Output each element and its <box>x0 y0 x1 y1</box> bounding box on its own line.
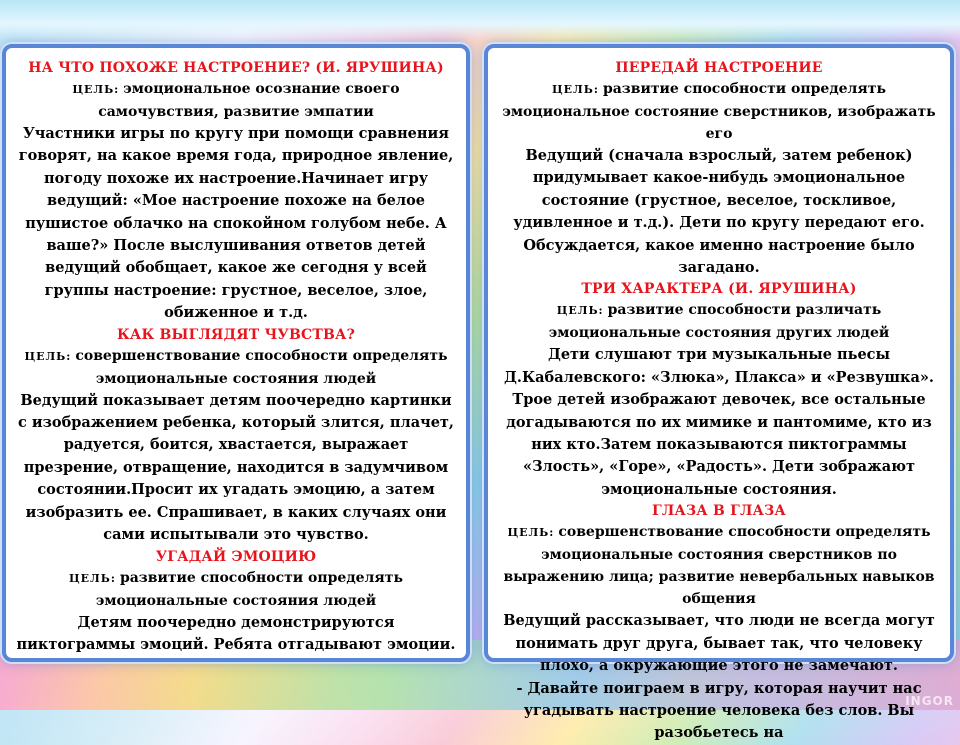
game-title: НА ЧТО ПОХОЖЕ НАСТРОЕНИЕ? (И. ЯРУШИНА) <box>28 60 444 76</box>
game-description: Участники игры по кругу при помощи сравнения говорят, на какое время года, природное явление, погоду похоже их настроение.Начинает игру ведущий: «Мое настроение похоже на белое пушистое облачко на спокойном голубом небе. А ваше?» После выслушивания ответов детей ведущий обобщает, какое же сегодня у всей группы настроение: грустное, веселое, злое, обиженное и т.д. <box>18 125 454 322</box>
game-title: ГЛАЗА В ГЛАЗА <box>651 503 787 520</box>
game-goal <box>498 521 940 610</box>
game-title: ТРИ ХАРАКТЕРА (И. ЯРУШИНА) <box>581 281 857 298</box>
goal-label: ЦЕЛЬ: <box>507 526 555 540</box>
goal-label: ЦЕЛЬ: <box>556 304 604 318</box>
goal-text: развитие способности определять эмоциональные состояния людей <box>95 569 403 609</box>
goal-label: ЦЕЛЬ: <box>552 83 599 96</box>
game-description: Детям поочередно демонстрируются пиктограммы эмоций. Ребята отгадывают эмоции. <box>16 613 456 653</box>
game-title: УГАДАЙ ЭМОЦИЮ <box>155 548 317 565</box>
game-goal <box>498 299 940 344</box>
top-background-stripes <box>0 0 960 40</box>
game-description: Ведущий рассказывает, что люди не всегда могут понимать друг друга, бывает так, что человеку плохо, а окружающие этого не замечают. <box>503 612 935 675</box>
goal-text: совершенствование способности определять эмоциональные состояния людей <box>75 347 448 387</box>
goal-text: эмоциональное осознание своего самочувствия, развитие эмпатии <box>98 81 400 120</box>
game-goal <box>16 345 456 390</box>
game-goal <box>16 78 456 123</box>
goal-text: развитие способности различать эмоциональные состояния других людей <box>548 302 890 342</box>
game-description: Ведущий показывает детям поочередно картинки с изображением ребенка, который злится, плачет, радуется, боится, хвастается, выражает презрение, отвращение, находится в задумчивом состоянии.Просит их угадать эмоцию, а затем изобразить ее. Спрашивает, в каких случаях они сами испытывали это чувство. <box>18 391 454 544</box>
game-title: КАК ВЫГЛЯДЯТ ЧУВСТВА? <box>116 326 356 343</box>
watermark: INGOR <box>905 694 954 708</box>
game-description: Ведущий (сначала взрослый, затем ребенок) придумывает какое-нибудь эмоциональное состояние (грустное, веселое, тоскливое, удивленное и т.д.). Дети по кругу передают его. Обсуждается, какое именно настроение было загадано. <box>513 147 925 277</box>
game-goal <box>498 78 940 145</box>
left-games-card <box>2 44 470 662</box>
goal-label: ЦЕЛЬ: <box>69 571 116 585</box>
goal-text: развитие способности определять эмоциональное состояние сверстников, изображать его <box>502 81 936 142</box>
game-goal <box>16 567 456 612</box>
game-description: Дети слушают три музыкальные пьесы Д.Кабалевского: «Злюка», Плакса» и «Резвушка». Трое детей изображают девочек, все остальные догадываются по их мимике и пантомиме, кто из них кто.Затем показываются пиктограммы «Злость», «Горе», «Радость». Дети зображают эмоциональные состояния. <box>504 346 934 498</box>
goal-text: совершенствование способности определять эмоциональные состояния сверстников по выражению лица; развитие невербальных навыков общения <box>503 524 935 608</box>
game-title: ПЕРЕДАЙ НАСТРОЕНИЕ <box>615 60 823 76</box>
goal-label: ЦЕЛЬ: <box>24 349 72 363</box>
game-description-continued: - Давайте поиграем в игру, которая научит нас угадывать настроение человека без слов. Вы разобьетесь на <box>516 679 922 742</box>
goal-label: ЦЕЛЬ: <box>72 83 120 96</box>
